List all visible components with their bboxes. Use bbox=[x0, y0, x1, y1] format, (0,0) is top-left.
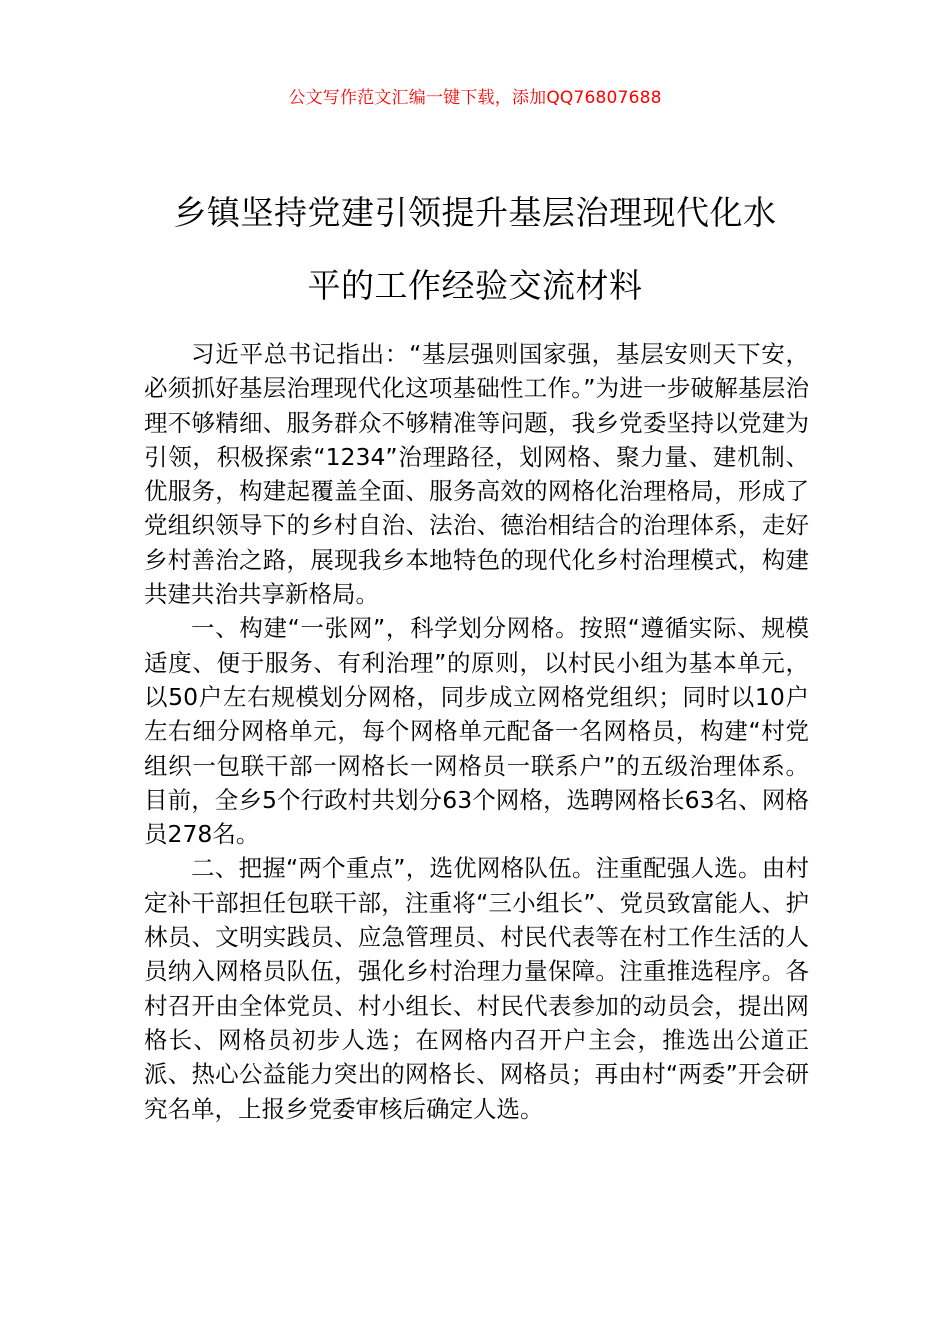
title-line-2: 平的工作经验交流材料 bbox=[307, 266, 643, 305]
paragraph-section-one: 一、构建“一张网”，科学划分网格。按照“遵循实际、规模适度、便于服务、有利治理”的原则，以村民小组为基本单元，以50户左右规模划分网格，同步成立网格党组织；同时以10户左右细分网格单元，每个网格单元配备一名网格员，构建“村党组织一包联干部一网格长一网格员一联系户”的五级治理体系。目前，全乡5个行政村共划分63个网格，选聘网格长63名、网格员278名。 bbox=[144, 614, 809, 849]
paragraph-intro: 习近平总书记指出：“基层强则国家强，基层安则天下安，必须抓好基层治理现代化这项基础性工作。”为进一步破解基层治理不够精细、服务群众不够精准等问题，我乡党委坚持以党建为引领，积极探索“1234”治理路径，划网格、聚力量、建机制、优服务，构建起覆盖全面、服务高效的网格化治理格局，形成了党组织领导下的乡村自治、法治、德治相结合的治理体系，走好乡村善治之路，展现我乡本地特色的现代化乡村治理模式，构建共建共治共享新格局。 bbox=[144, 340, 809, 609]
document-body bbox=[144, 337, 809, 1126]
paragraph-section-two: 二、把握“两个重点”，选优网格队伍。注重配强人选。由村定补干部担任包联干部，注重将“三小组长”、党员致富能人、护林员、文明实践员、应急管理员、村民代表等在村工作生活的人员纳入网格员队伍，强化乡村治理力量保障。注重推选程序。各村召开由全体党员、村小组长、村民代表参加的动员会，提出网格长、网格员初步人选；在网格内召开户主会，推选出公道正派、热心公益能力突出的网格长、网格员；再由村“两委”开会研究名单，上报乡党委审核后确定人选。 bbox=[144, 854, 809, 1123]
title-line-1: 乡镇坚持党建引领提升基层治理现代化水 bbox=[173, 193, 777, 232]
download-promo-note: 公文写作范文汇编一键下载，添加QQ76807688 bbox=[288, 88, 662, 108]
document-title bbox=[130, 176, 820, 322]
